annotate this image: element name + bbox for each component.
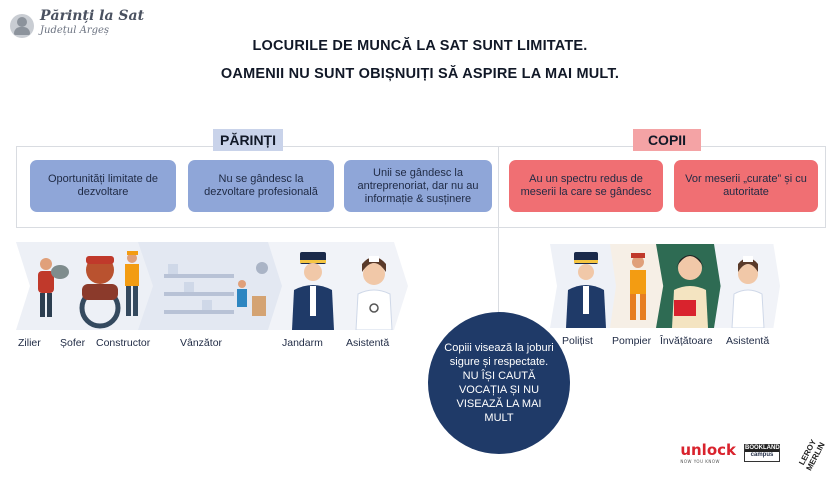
job-label-constructor: Constructor: [96, 337, 151, 349]
children-jobs-illustration: [550, 244, 780, 328]
job-label-asistenta-children: Asistentă: [726, 335, 770, 347]
children-figures-icon: [550, 244, 780, 328]
job-label-invatatoare: Învățătoare: [660, 335, 713, 347]
unlock-logo: [680, 441, 736, 464]
job-label-politist: Polițist: [562, 335, 593, 347]
job-label-vanzator: Vânzător: [180, 337, 223, 349]
job-label-pompier: Pompier: [612, 335, 652, 347]
brand-title: Părinți la Sat: [40, 8, 145, 24]
circle-text-2: NU ÎȘI CAUTĂ VOCAȚIA ȘI NU VISEAZĂ LA MAI MULT: [456, 370, 542, 424]
leroy-merlin-logo: LEROY MERLIN: [797, 437, 827, 472]
job-label-zilier: Zilier: [18, 337, 41, 349]
job-label-sofer: Șofer: [60, 337, 86, 349]
headline-line2: OAMENII NU SUNT OBIȘNUIȚI SĂ ASPIRE LA MAI MULT.: [220, 66, 620, 82]
unlock-logo-sub: NOW YOU KNOW: [680, 459, 720, 464]
bookland-bottom: campus: [750, 451, 774, 458]
children-tag: COPII: [633, 129, 701, 151]
parents-box-2: Nu se gândesc la dezvoltare profesională: [188, 160, 334, 212]
job-label-jandarm: Jandarm: [282, 337, 323, 349]
children-box-2: Vor meserii „curate” și cu autoritate: [674, 160, 818, 212]
children-box-1: Au un spectru redus de meserii la care se gândesc: [509, 160, 663, 212]
parents-box-3: Unii se gândesc la antreprenoriat, dar nu au informație & susținere: [344, 160, 492, 212]
parents-tag: PĂRINȚI: [213, 129, 283, 151]
circle-text-1: Copiii visează la joburi sigure și respectate.: [444, 342, 554, 368]
brand-subtitle: Județul Argeș: [40, 25, 110, 36]
unlock-logo-text: unlock: [680, 441, 736, 459]
parents-jobs-illustration: [16, 242, 408, 330]
brand: [10, 8, 144, 38]
headline-line1: LOCURILE DE MUNCĂ LA SAT SUNT LIMITATE.: [252, 38, 588, 54]
parents-figures-icon: [16, 242, 408, 330]
bookland-top: BOOKLAND: [745, 444, 780, 451]
children-dream-circle: [428, 312, 570, 454]
parents-logo-icon: [10, 14, 34, 38]
job-label-asistenta-parents: Asistentă: [346, 337, 390, 349]
parents-box-1: Oportunități limitate de dezvoltare: [30, 160, 176, 212]
sponsor-logos: [680, 437, 830, 472]
bookland-logo: [744, 444, 780, 462]
